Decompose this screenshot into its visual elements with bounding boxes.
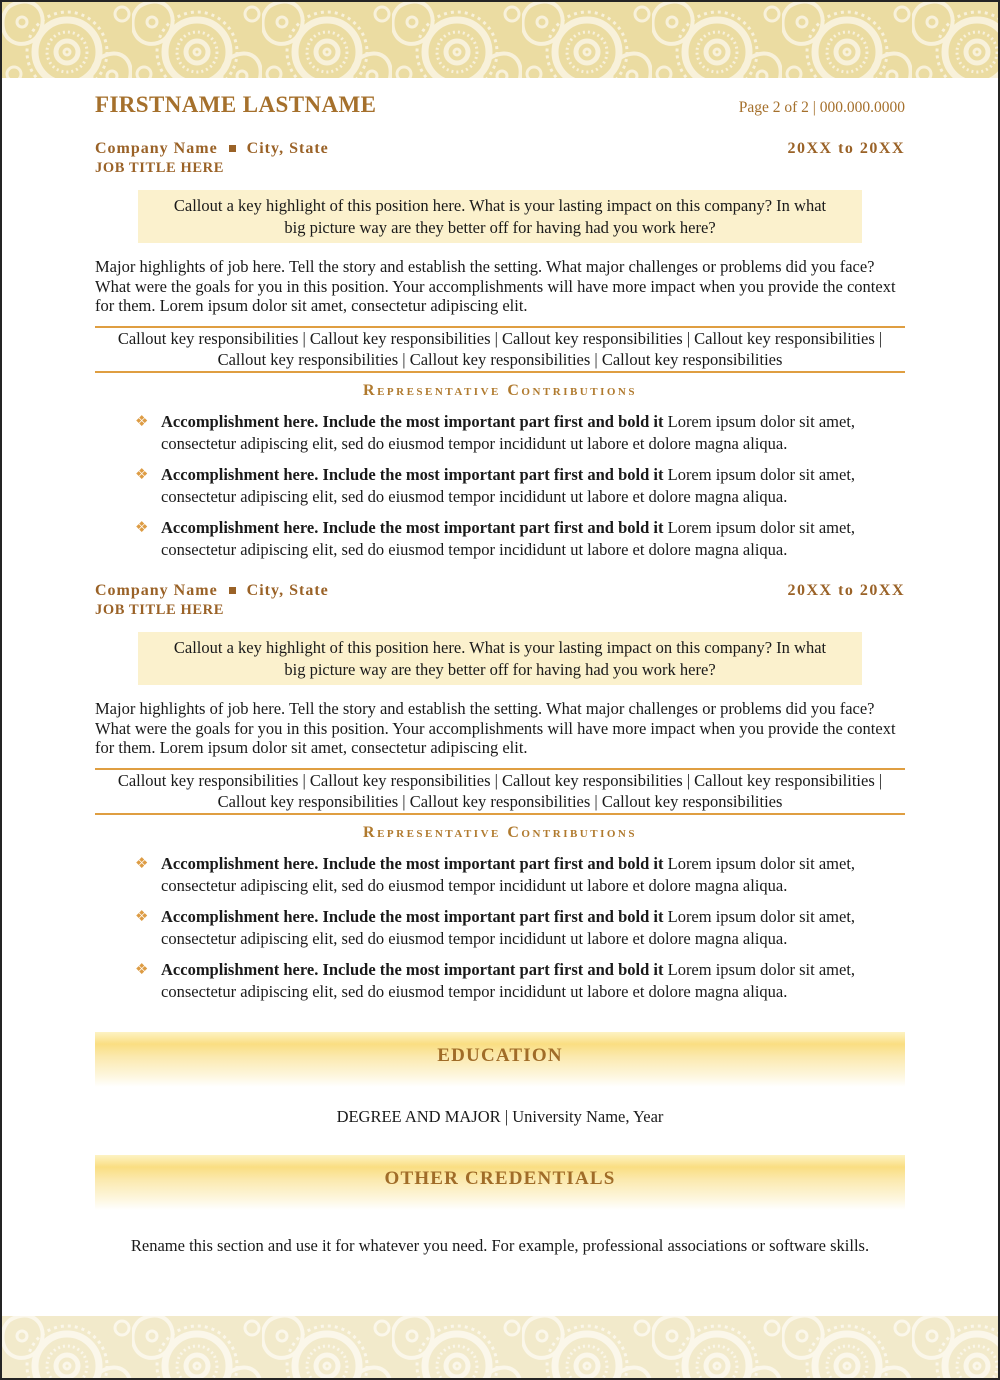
job-section-2 <box>95 581 905 1002</box>
contributions-heading: Representative Contributions <box>363 382 637 399</box>
accomplishment-text <box>161 517 905 560</box>
position-callout: Callout a key highlight of this position here. What is your lasting impact on this company? In what big picture way are they better off for having had you work here? <box>138 632 862 685</box>
accomplishment-lead: Accomplishment here. Include the most important part first and bold it <box>161 854 664 873</box>
diamond-bullet-icon: ❖ <box>135 465 149 483</box>
diamond-bullet-icon: ❖ <box>135 960 149 978</box>
accomplishment-detail: Lorem ipsum dolor sit amet, consectetur adipiscing elit, sed do eiusmod tempor incididunt ut labore et dolore magna aliqua. <box>161 412 856 453</box>
accomplishment-text <box>161 464 905 507</box>
paisley-border-bottom <box>2 1316 1000 1378</box>
responsibilities-line: Callout key responsibilities | Callout key responsibilities | Callout key responsibilities | Callout key responsibilities | Callout key responsibilities | Callout key responsibilities | Callout key responsibilities <box>95 768 905 815</box>
accomplishment-item <box>95 959 905 1002</box>
education-entry: DEGREE AND MAJOR | University Name, Year <box>336 1107 664 1126</box>
page-content <box>95 78 905 1256</box>
accomplishment-lead: Accomplishment here. Include the most important part first and bold it <box>161 518 664 537</box>
accomplishment-detail: Lorem ipsum dolor sit amet, consectetur adipiscing elit, sed do eiusmod tempor incididunt ut labore et dolore magna aliqua. <box>161 465 856 506</box>
paisley-border-top <box>2 2 1000 78</box>
job-section-1 <box>95 139 905 560</box>
job-title: JOB TITLE HERE <box>95 602 225 618</box>
company-line <box>95 581 329 601</box>
accomplishment-lead: Accomplishment here. Include the most important part first and bold it <box>161 960 664 979</box>
accomplishment-item <box>95 517 905 560</box>
job-summary: Major highlights of job here. Tell the story and establish the setting. What major challenges or problems did you face? What were the goals for you in this position. Your accomplishments will have more impact when you provide the context for them. Lorem ipsum dolor sit amet, consectetur adipiscing elit. <box>95 257 896 316</box>
other-credentials-body: Rename this section and use it for whatever you need. For example, professional associations or software skills. <box>130 1236 870 1255</box>
company-row <box>95 581 905 601</box>
contributions-heading: Representative Contributions <box>363 824 637 841</box>
accomplishment-lead: Accomplishment here. Include the most important part first and bold it <box>161 465 664 484</box>
accomplishment-text <box>161 906 905 949</box>
other-credentials-banner <box>95 1155 905 1210</box>
square-separator-icon <box>229 587 236 594</box>
employment-dates: 20XX to 20XX <box>787 582 905 599</box>
company-line <box>95 139 329 159</box>
page-header <box>95 92 905 118</box>
company-name: Company Name <box>95 140 218 157</box>
accomplishment-lead: Accomplishment here. Include the most important part first and bold it <box>161 907 664 926</box>
accomplishment-item <box>95 411 905 454</box>
education-title: EDUCATION <box>437 1044 563 1066</box>
accomplishment-item <box>95 464 905 507</box>
page-title: FIRSTNAME LASTNAME <box>95 92 377 117</box>
company-location: City, State <box>246 582 329 599</box>
position-callout: Callout a key highlight of this position here. What is your lasting impact on this company? In what big picture way are they better off for having had you work here? <box>138 190 862 243</box>
company-row <box>95 139 905 159</box>
company-name: Company Name <box>95 582 218 599</box>
diamond-bullet-icon: ❖ <box>135 412 149 430</box>
job-summary: Major highlights of job here. Tell the story and establish the setting. What major challenges or problems did you face? What were the goals for you in this position. Your accomplishments will have more impact when you provide the context for them. Lorem ipsum dolor sit amet, consectetur adipiscing elit. <box>95 699 896 758</box>
accomplishment-lead: Accomplishment here. Include the most important part first and bold it <box>161 412 664 431</box>
accomplishment-text <box>161 853 905 896</box>
diamond-bullet-icon: ❖ <box>135 854 149 872</box>
employment-dates: 20XX to 20XX <box>787 140 905 157</box>
accomplishment-detail: Lorem ipsum dolor sit amet, consectetur adipiscing elit, sed do eiusmod tempor incididunt ut labore et dolore magna aliqua. <box>161 518 856 559</box>
accomplishment-detail: Lorem ipsum dolor sit amet, consectetur adipiscing elit, sed do eiusmod tempor incididunt ut labore et dolore magna aliqua. <box>161 960 856 1001</box>
diamond-bullet-icon: ❖ <box>135 907 149 925</box>
accomplishment-item <box>95 853 905 896</box>
education-banner <box>95 1032 905 1087</box>
accomplishment-text <box>161 411 905 454</box>
responsibilities-line: Callout key responsibilities | Callout key responsibilities | Callout key responsibilities | Callout key responsibilities | Callout key responsibilities | Callout key responsibilities | Callout key responsibilities <box>95 326 905 373</box>
company-location: City, State <box>246 140 329 157</box>
square-separator-icon <box>229 145 236 152</box>
accomplishment-detail: Lorem ipsum dolor sit amet, consectetur adipiscing elit, sed do eiusmod tempor incididunt ut labore et dolore magna aliqua. <box>161 854 856 895</box>
accomplishment-text <box>161 959 905 1002</box>
accomplishment-item <box>95 906 905 949</box>
other-credentials-title: OTHER CREDENTIALS <box>384 1167 616 1189</box>
job-title: JOB TITLE HERE <box>95 160 225 176</box>
accomplishment-detail: Lorem ipsum dolor sit amet, consectetur adipiscing elit, sed do eiusmod tempor incididunt ut labore et dolore magna aliqua. <box>161 907 856 948</box>
page-number-phone: Page 2 of 2 | 000.000.0000 <box>738 99 905 116</box>
diamond-bullet-icon: ❖ <box>135 518 149 536</box>
